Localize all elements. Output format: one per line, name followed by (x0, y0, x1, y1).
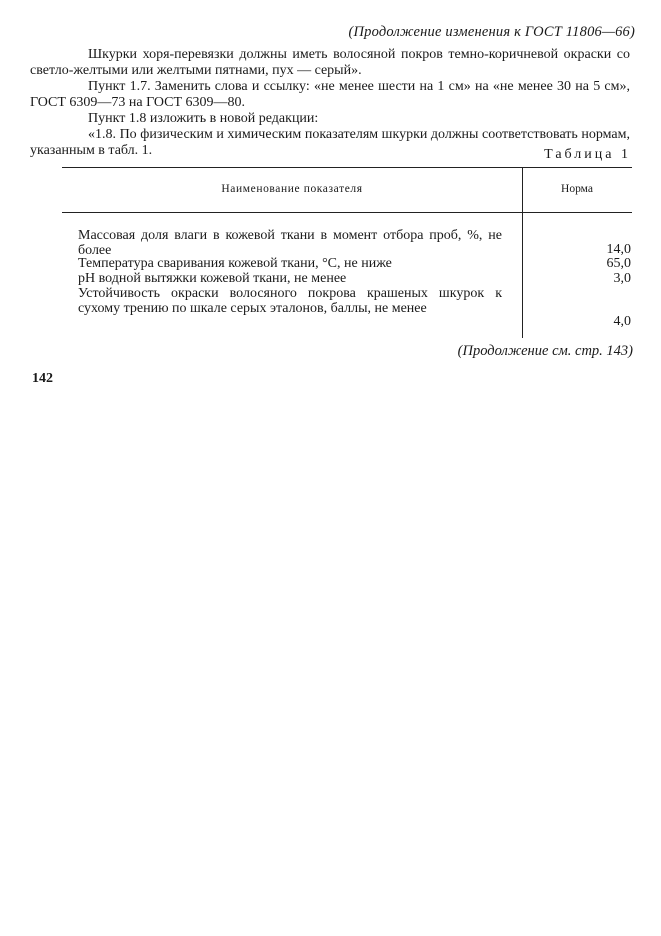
table-row-name: pH водной вытяжки кожевой ткани, не менее (78, 271, 347, 286)
table-header-norm: Норма (561, 183, 593, 195)
table-row-name: Массовая доля влаги в кожевой ткани в момент отбора проб, %, не более (78, 228, 502, 258)
table-top-rule (62, 167, 632, 168)
table-row-name: Устойчивость окраски волосяного покрова крашеных шкурок к сухому трению по шкале серых эталонов, баллы, не менее (78, 286, 502, 316)
table-row-name: Температура сваривания кожевой ткани, °С, не ниже (78, 256, 392, 271)
paragraph-item-1-8-text: «1.8. По физическим и химическим показателям шкурки должны соответствовать нормам, указанным в табл. 1. (30, 127, 630, 158)
continuation-note: (Продолжение см. стр. 143) (457, 343, 633, 359)
paragraph-item-1-7: Пункт 1.7. Заменить слова и ссылку: «не менее шести на 1 см» на «не менее 30 на 5 см», ГОСТ 6309—73 на ГОСТ 6309—80. (30, 79, 630, 110)
table-row-value: 4,0 (613, 314, 631, 329)
page-number: 142 (32, 371, 53, 386)
table-header-name: Наименование показателя (221, 183, 363, 195)
running-header: (Продолжение изменения к ГОСТ 11806—66) (348, 24, 635, 40)
table-row-value: 3,0 (613, 271, 631, 286)
table-caption: Таблица 1 (544, 147, 631, 162)
paragraph-item-1-8-intro: Пункт 1.8 изложить в новой редакции: (88, 111, 319, 126)
table-row-value: 65,0 (606, 256, 631, 271)
table-header-rule (62, 212, 632, 213)
paragraph-fur-color: Шкурки хоря-перевязки должны иметь волосяной покров темно-коричневой окраски со светло-желтыми или желтыми пятнами, пух — серый». (30, 47, 630, 78)
table-row-value: 14,0 (606, 242, 631, 257)
